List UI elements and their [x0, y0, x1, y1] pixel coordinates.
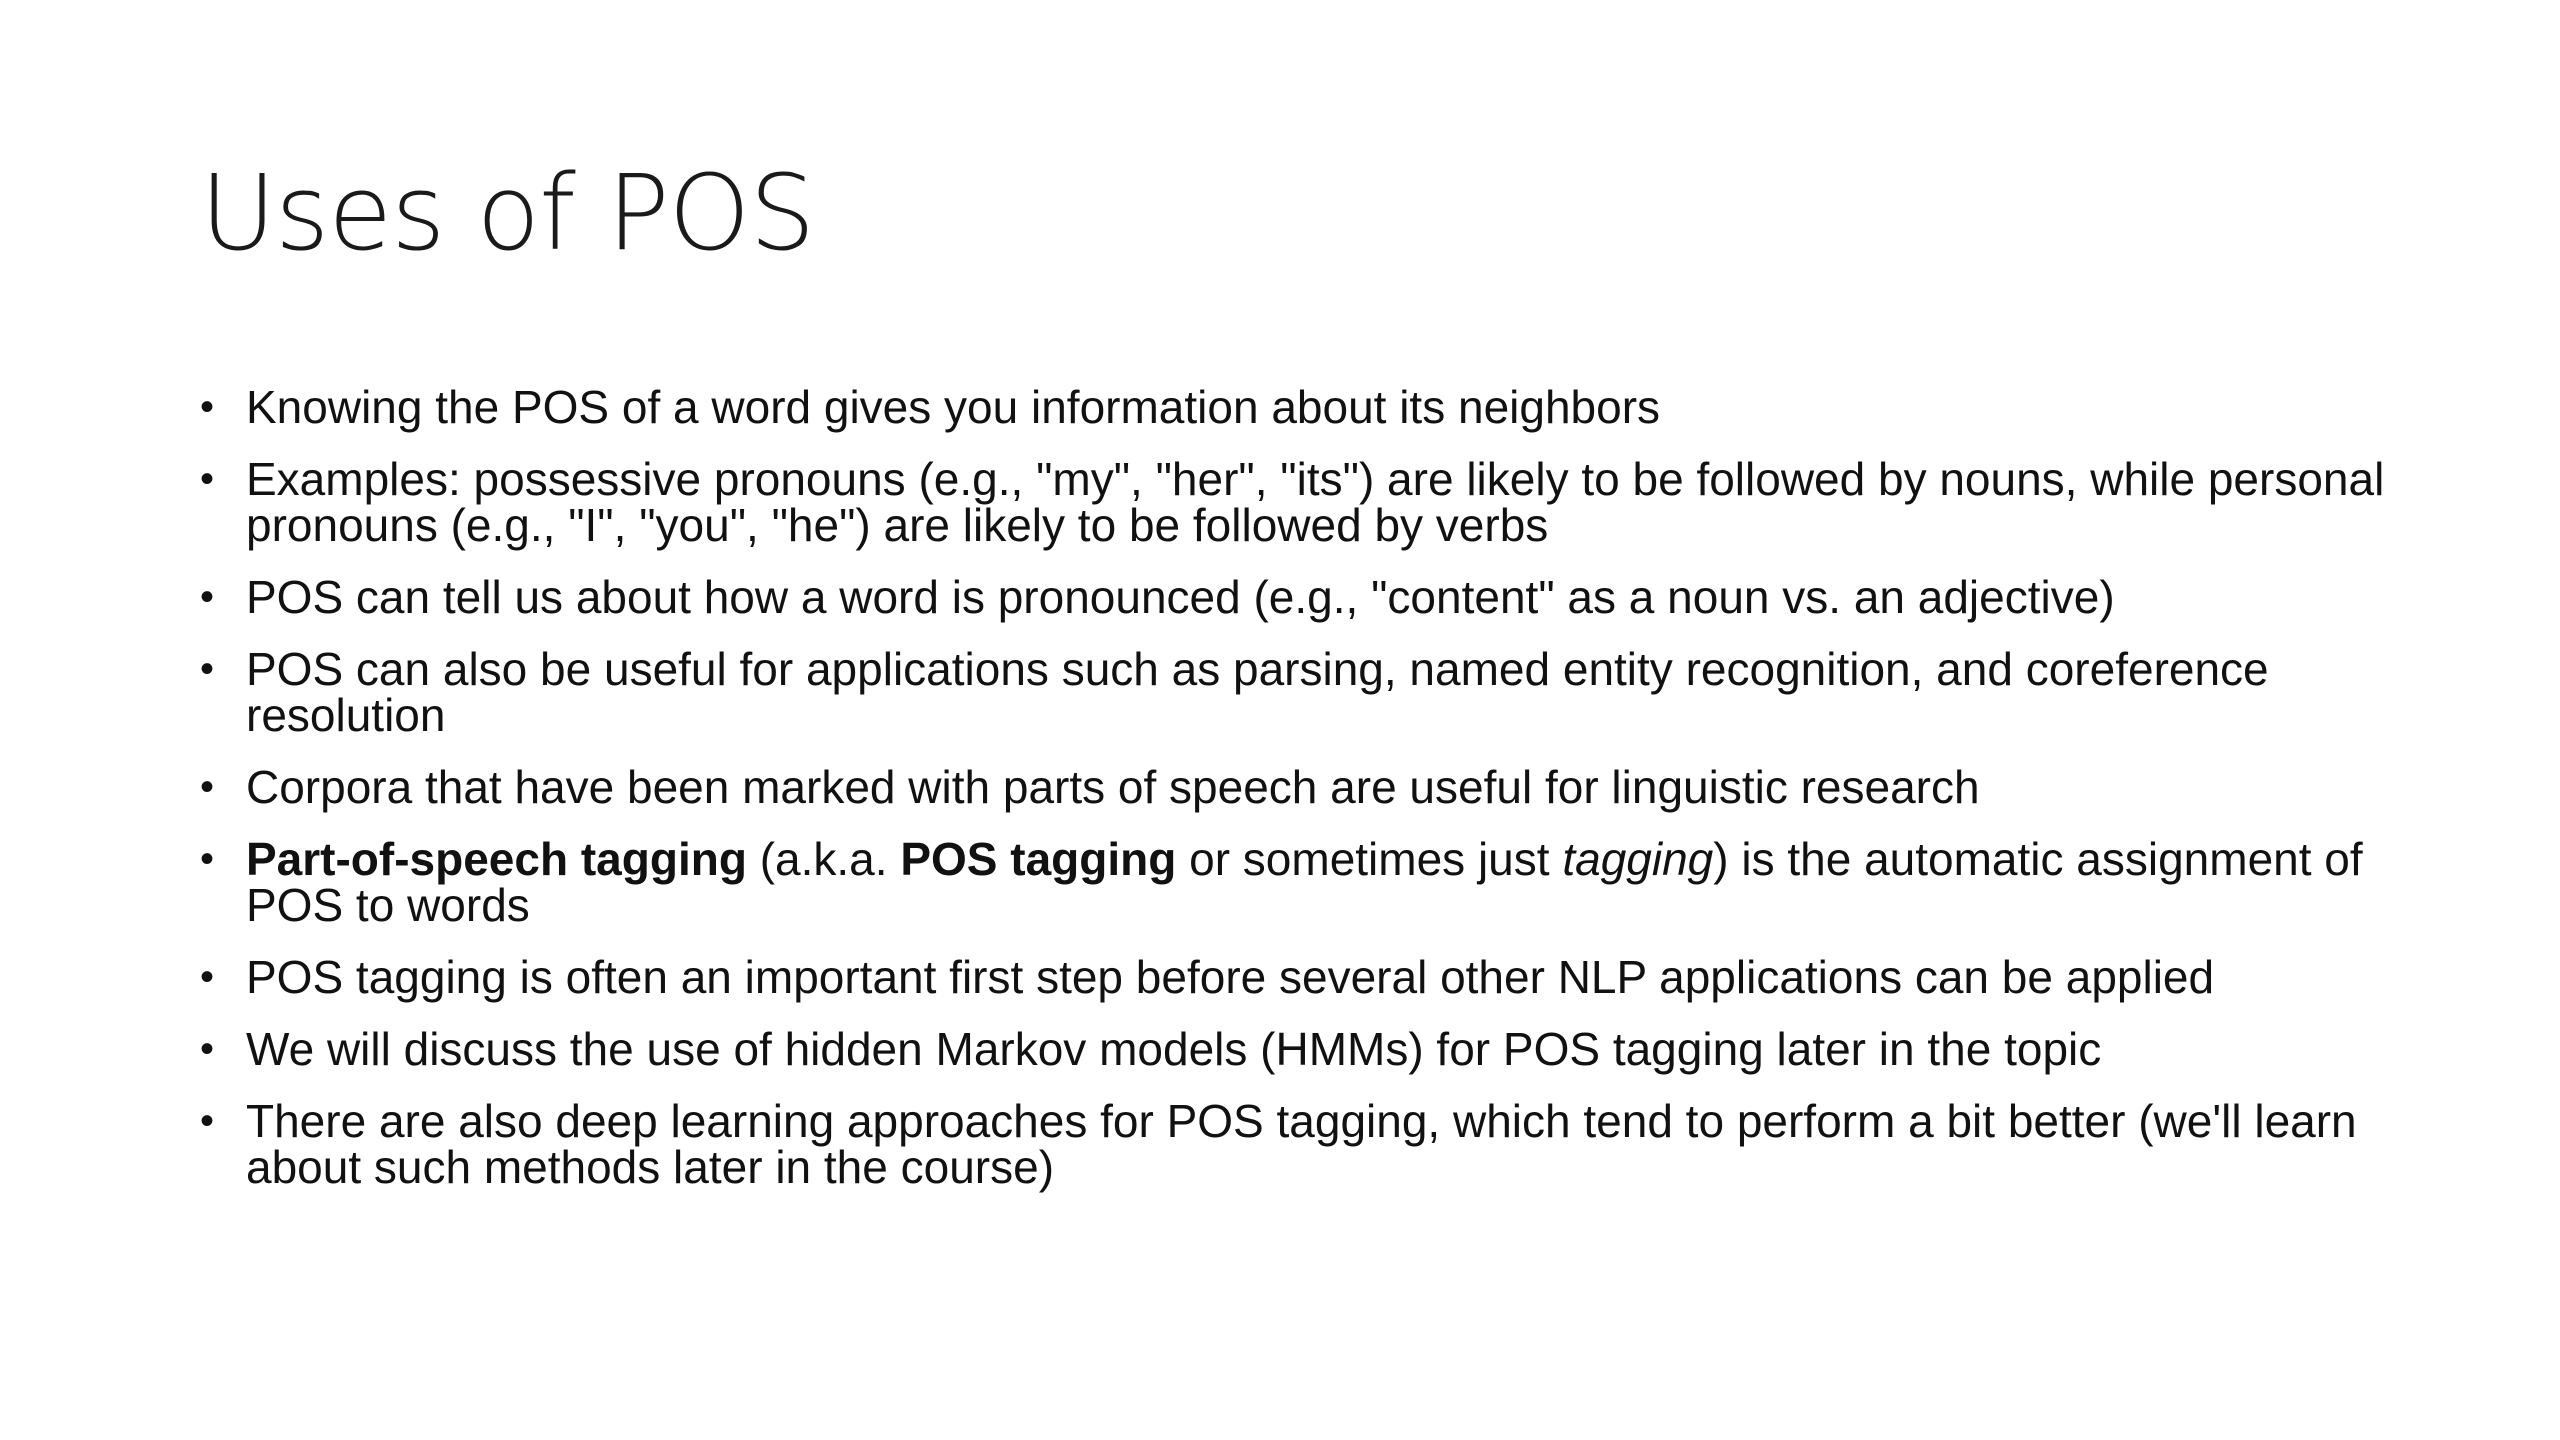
bullet-item	[200, 761, 2440, 813]
bullet-item	[200, 571, 2440, 623]
bullet-point-icon: •	[200, 1027, 215, 1071]
slide-title: Uses of POS	[200, 152, 815, 274]
bullet-text: POS can tell us about how a word is pronounced (e.g., "content" as a noun vs. an adjective)	[246, 571, 2115, 623]
bullet-text: POS can also be useful for applications such as parsing, named entity recognition, and coreference resolution	[246, 643, 2269, 741]
bullet-text: We will discuss the use of hidden Markov models (HMMs) for POS tagging later in the topic	[246, 1023, 2102, 1075]
bold-term: Part-of-speech tagging	[246, 833, 747, 885]
italic-term: tagging	[1562, 833, 1714, 885]
bullet-text: Examples: possessive pronouns (e.g., "my", "her", "its") are likely to be followed by nouns, while personal pronouns (e.g., "I", "you", "he") are likely to be followed by verbs	[246, 453, 2385, 551]
text-fragment: (a.k.a.	[746, 833, 901, 885]
bullet-item	[200, 951, 2440, 1003]
text-fragment: ) is the automatic assignment of POS to words	[246, 833, 2363, 931]
bullet-text: There are also deep learning approaches for POS tagging, which tend to perform a bit better (we'll learn about such methods later in the course)	[246, 1095, 2357, 1193]
bullet-point-icon: •	[200, 647, 215, 691]
bullet-text	[246, 833, 2363, 931]
bullet-point-icon: •	[200, 1099, 215, 1143]
bullet-point-icon: •	[200, 575, 215, 619]
bullet-text: Knowing the POS of a word gives you information about its neighbors	[246, 381, 1661, 433]
bullet-text: POS tagging is often an important first step before several other NLP applications can be applied	[246, 951, 2215, 1003]
bullet-item	[200, 643, 2440, 741]
bullet-point-icon: •	[200, 457, 215, 501]
bullet-item	[200, 1023, 2440, 1075]
bullet-item	[200, 1095, 2440, 1193]
bullet-point-icon: •	[200, 955, 215, 999]
text-fragment: or sometimes just	[1176, 833, 1563, 885]
bullet-list	[200, 381, 2440, 1216]
bullet-point-icon: •	[200, 837, 215, 881]
bullet-text: Corpora that have been marked with parts of speech are useful for linguistic research	[246, 761, 1980, 813]
bullet-item	[200, 381, 2440, 433]
bullet-item	[200, 453, 2440, 551]
bullet-point-icon: •	[200, 385, 215, 429]
bullet-point-icon: •	[200, 765, 215, 809]
bullet-item	[200, 833, 2440, 931]
bold-term: POS tagging	[900, 833, 1177, 885]
